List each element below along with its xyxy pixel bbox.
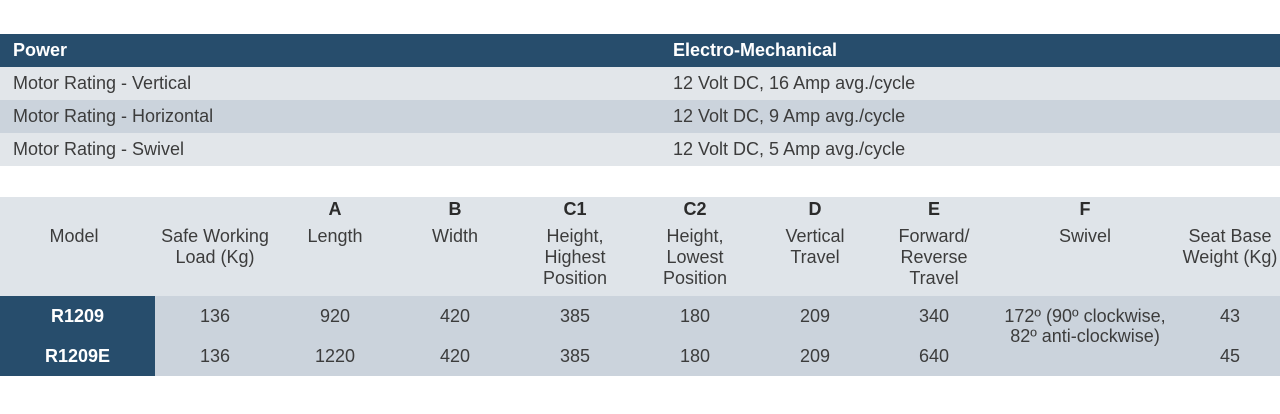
power-table-header <box>0 34 1280 67</box>
column-header-e <box>886 197 982 289</box>
length-value: 920 <box>319 306 351 326</box>
column-header-d <box>770 197 860 268</box>
column-label: Height, Lowest Position <box>662 226 728 288</box>
column-header-a <box>290 197 380 247</box>
column-label: Vertical Travel <box>785 226 845 267</box>
table-row <box>0 67 1280 100</box>
model-cell: R1209 <box>0 296 155 336</box>
column-label: Forward/ Reverse Travel <box>898 226 970 288</box>
column-letter: E <box>927 199 940 219</box>
seat-weight-value: 43 <box>1219 306 1241 326</box>
column-letter: F <box>1079 199 1091 219</box>
motor-rating-value: 12 Volt DC, 16 Amp avg./cycle <box>660 67 1280 100</box>
column-header-swl <box>160 197 270 268</box>
motor-rating-value: 12 Volt DC, 9 Amp avg./cycle <box>660 100 1280 133</box>
column-label: Swivel <box>1058 226 1111 246</box>
power-header-label: Power <box>0 34 660 67</box>
seat-weight-value: 45 <box>1219 346 1241 366</box>
swl-value: 136 <box>199 306 231 326</box>
vertical-travel-value: 209 <box>799 306 831 326</box>
table-row <box>0 100 1280 133</box>
column-letter: A <box>328 199 342 219</box>
power-header-type: Electro-Mechanical <box>660 34 1280 67</box>
column-letter: B <box>448 199 462 219</box>
fr-travel-value: 340 <box>918 306 950 326</box>
fr-travel-value: 640 <box>918 346 950 366</box>
swivel-value: 172º (90º clockwise, 82º anti-clockwise) <box>1004 306 1166 346</box>
column-letter: C1 <box>563 199 587 219</box>
height-highest-value: 385 <box>559 306 591 326</box>
swl-value: 136 <box>199 346 231 366</box>
column-header-f <box>1040 197 1130 247</box>
model-cell: R1209E <box>0 336 155 376</box>
power-table <box>0 34 1280 166</box>
height-lowest-value: 180 <box>679 346 711 366</box>
spec-table-body <box>0 296 1280 376</box>
column-header-c1 <box>525 197 625 289</box>
length-value: 1220 <box>314 346 356 366</box>
vertical-travel-value: 209 <box>799 346 831 366</box>
column-label: Seat Base Weight (Kg) <box>1182 226 1278 267</box>
height-lowest-value: 180 <box>679 306 711 326</box>
column-label: Safe Working Load (Kg) <box>161 226 269 267</box>
column-header-weight <box>1180 197 1280 268</box>
column-letter: D <box>808 199 822 219</box>
width-value: 420 <box>439 306 471 326</box>
spec-table-header <box>0 197 1280 296</box>
column-header-model <box>0 197 148 247</box>
motor-rating-value: 12 Volt DC, 5 Amp avg./cycle <box>660 133 1280 166</box>
motor-rating-label: Motor Rating - Swivel <box>0 133 660 166</box>
column-label: Width <box>431 226 478 246</box>
height-highest-value: 385 <box>559 346 591 366</box>
column-label: Model <box>49 226 99 246</box>
column-header-c2 <box>645 197 745 289</box>
column-label: Length <box>307 226 363 246</box>
table-row <box>0 133 1280 166</box>
motor-rating-label: Motor Rating - Horizontal <box>0 100 660 133</box>
column-letter: C2 <box>683 199 707 219</box>
column-header-b <box>410 197 500 247</box>
column-label: Height, Highest Position <box>542 226 608 288</box>
width-value: 420 <box>439 346 471 366</box>
motor-rating-label: Motor Rating - Vertical <box>0 67 660 100</box>
